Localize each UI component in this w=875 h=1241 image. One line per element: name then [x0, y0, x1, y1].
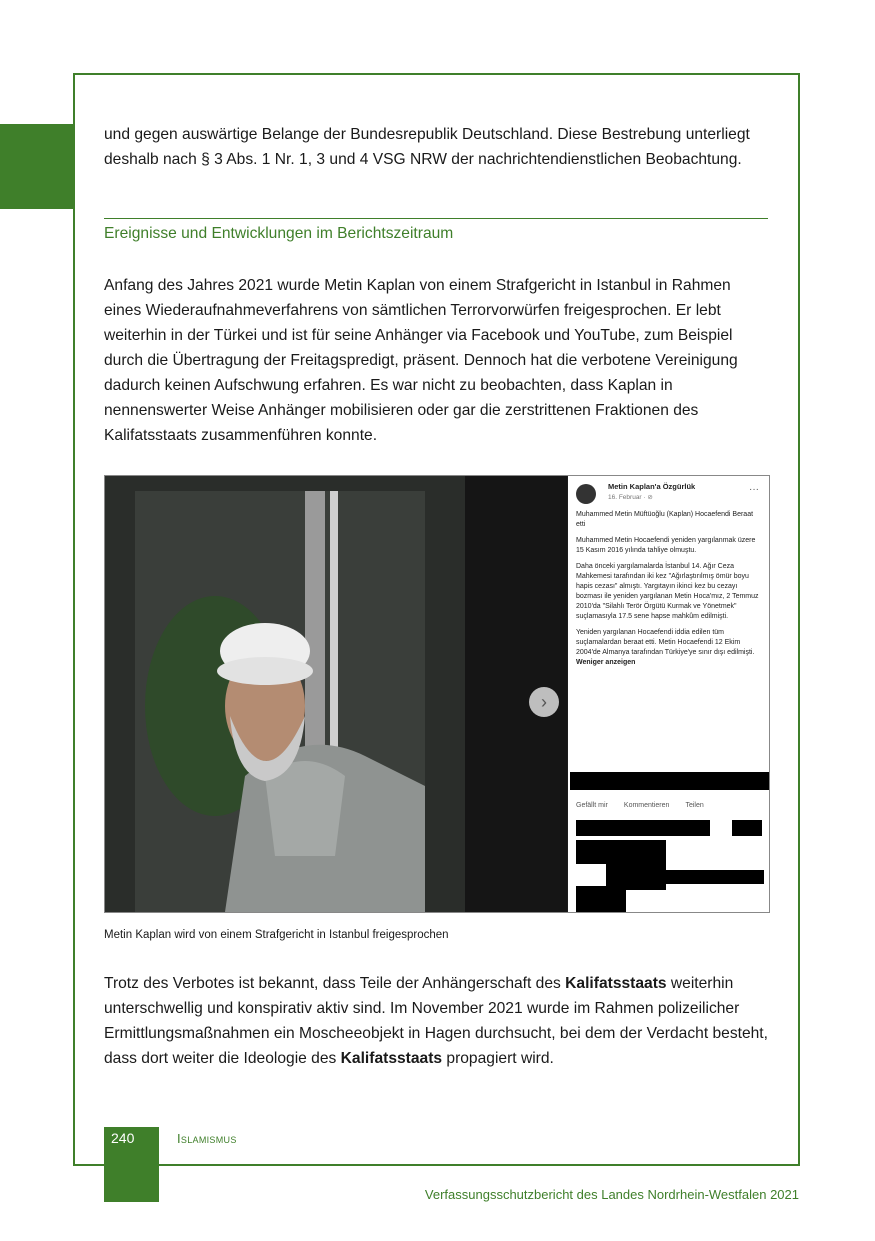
fb-action-bar — [576, 802, 765, 809]
next-image-button[interactable]: › — [529, 687, 559, 717]
chapter-title: Islamismus — [177, 1131, 237, 1146]
redaction-bar — [606, 840, 666, 890]
fb-paragraph — [576, 628, 763, 668]
fb-like-label: Gefällt mir — [576, 802, 608, 809]
fb-paragraph: Muhammed Metin Hocaefendi yeniden yargılanmak üzere 15 Kasım 2016 yılında tahliye olmuştu. — [576, 537, 756, 554]
redaction-bar — [666, 870, 764, 884]
paragraph-3-text: propagiert wird. — [442, 1050, 554, 1067]
redaction-bar — [732, 820, 762, 836]
paragraph-3-text: Trotz des Verbotes ist bekannt, dass Teile der Anhängerschaft des — [104, 975, 566, 992]
redaction-bar — [576, 886, 626, 912]
figure-caption: Metin Kaplan wird von einem Strafgericht in Istanbul freigesprochen — [104, 929, 449, 941]
fb-post-header — [576, 482, 765, 508]
figure-image — [104, 475, 770, 913]
fb-paragraph: Muhammed Metin Müftüoğlu (Kaplan) Hocaefendi Beraat etti — [576, 511, 754, 528]
fb-comment-label: Kommentieren — [623, 802, 670, 809]
fb-page-name: Metin Kaplan'a Özgürlük — [608, 482, 696, 491]
portrait-illustration — [105, 476, 567, 912]
fb-avatar — [576, 484, 596, 504]
paragraph-3-bold-term: Kalifatsstaats — [340, 1050, 443, 1067]
fb-post-text — [576, 510, 763, 674]
fb-paragraph: Daha önceki yargılamalarda İstanbul 14. Ağır Ceza Mahkemesi tarafından iki kez "Ağırlaştırılmış ömür boyu hapis cezası" almıştı. Yargıtayın ikinci kez bu cezayı bozması ile yeniden yargılanan Metin Hoca'mız, 2 Temmuz 2010'da "Silahlı Terör Örgütü Kurmak ve Yönetmek" suçlamasıyla 17.5 sene hapse mahkûm edilmişti. — [576, 563, 759, 620]
fb-post-date: 16. Februar · ⊘ — [608, 494, 653, 501]
page-number: 240 — [111, 1130, 135, 1146]
footer-title: Verfassungsschutzbericht des Landes Nordrhein-Westfalen 2021 — [424, 1187, 799, 1202]
photo-portrait — [105, 476, 567, 912]
paragraph-3-bold-term: Kalifatsstaats — [565, 975, 667, 992]
facebook-post — [568, 476, 769, 912]
section-heading: Ereignisse und Entwicklungen im Berichtszeitraum — [104, 225, 454, 242]
redaction-bar — [576, 820, 710, 836]
fb-paragraph-text: Yeniden yargılanan Hocaefendi iddia edilen tüm suçlamalardan beraat etti. Metin Hocaefendi 12 Ekim 2004'de Almanya tarafından Türkiye'ye sınır dışı edilmişti. — [576, 629, 755, 656]
paragraph-3 — [104, 971, 770, 1071]
redaction-bar — [570, 772, 770, 790]
paragraph-3-text: weiterhin unterschwellig und konspirativ aktiv sind. Im November 2021 wurde im Rahmen polizeilicher Ermittlungsmaßnahmen ein Moscheeobjekt in Hagen durchsucht, bei dem der Verdacht besteht, dass dort weiter die Ideologie des — [104, 975, 768, 1067]
paragraph-2: Anfang des Jahres 2021 wurde Metin Kaplan von einem Strafgericht in Istanbul in Rahmen eines Wiederaufnahmeverfahrens von sämtlichen Terrorvorwürfen freigesprochen. Er lebt weiterhin in der Türkei und ist für seine Anhänger via Facebook und YouTube, zum Beispiel durch die Übertragung der Freitagspredigt, präsent. Dennoch hat die verbotene Vereinigung dadurch keinen Aufschwung erfahren. Es war nicht zu beobachten, dass Kaplan in nennenswerter Weise Anhänger mobilisieren oder gar die zerstrittenen Fraktionen des Kalifatsstaats zusammenführen konnte. — [104, 277, 738, 444]
fb-share-label: Teilen — [685, 802, 704, 809]
redaction-bar — [576, 840, 606, 864]
side-tab-marker — [0, 124, 75, 209]
section-divider — [104, 218, 768, 219]
fb-more-icon: ··· — [749, 484, 759, 495]
paragraph-1: und gegen auswärtige Belange der Bundesrepublik Deutschland. Diese Bestrebung unterliegt deshalb nach § 3 Abs. 1 Nr. 1, 3 und 4 VSG NRW der nachrichtendienstlichen Beobachtung. — [104, 126, 750, 168]
fb-show-less-link: Weniger anzeigen — [576, 659, 636, 666]
